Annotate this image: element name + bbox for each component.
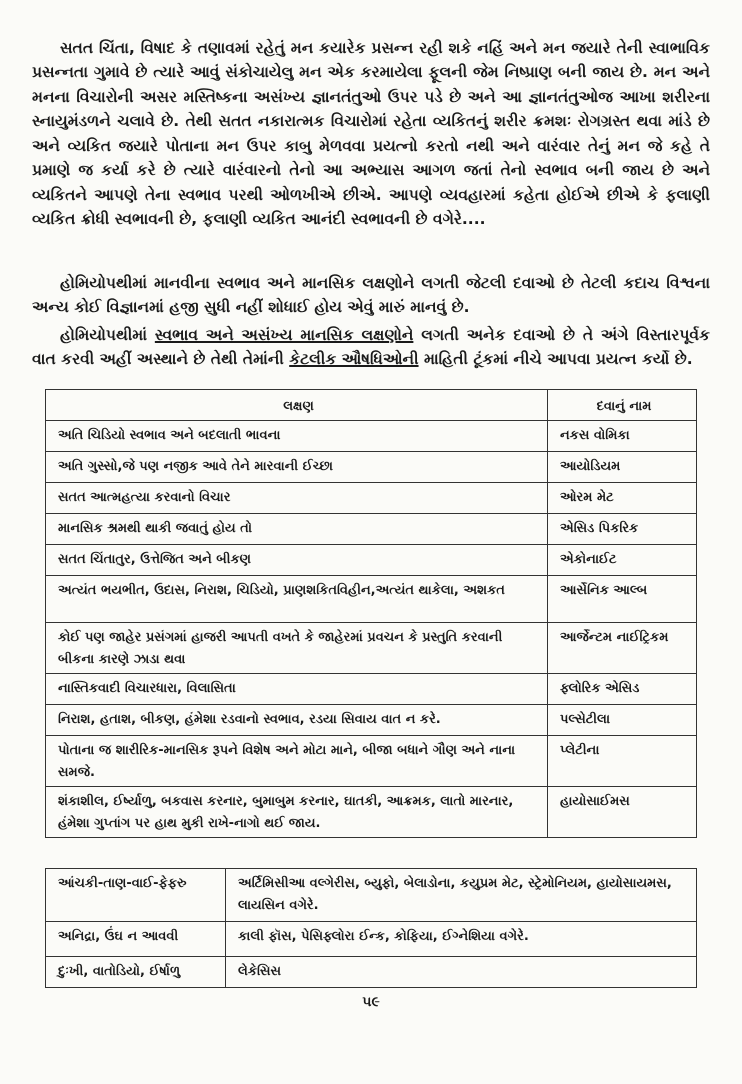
homeopathy-paragraph — [32, 271, 710, 320]
table-row — [46, 421, 697, 452]
remedies-intro-part-c: માહિતી ટૂંકમાં નીચે આપવા પ્રયત્ન કર્યો છે. — [418, 350, 693, 368]
medicine-cell: લેકેસિસ — [226, 957, 697, 988]
symptom-cell: અત્યંત ભયભીત, ઉદાસ, નિરાશ, ચિડિયો, પ્રાણશકિતવિહીન,અત્યંત થાકેલા, અશકત — [46, 576, 548, 623]
table-row — [46, 922, 697, 957]
table-row — [46, 674, 697, 705]
intro-paragraph-text: સતત ચિંતા, વિષાદ કે તણાવમાં રહેતું મન કયારેક પ્રસન્ન રહી શકે નહિં અને મન જયારે તેની સ્વાભાવિક પ્રસન્નતા ગુમાવે છે ત્યારે આવું સંકોચાયેલુ મન એક કરમાયેલા ફૂલની જેમ નિષ્પ્રાણ બની જાય છે. મન અને મનના વિચારોની અસર મસ્તિષ્કના અસંખ્ય જ્ઞાનતંતુઓ ઉપર પડે છે અને આ જ્ઞાનતંતુઓજ આખા શરીરના સ્નાયુમંડળને ચલાવે છે. તેથી સતત નકારાત્મક વિચારોમાં રહેતા વ્યકિતનું શરીર ક્રમશઃ રોગગ્રસ્ત થવા માંડે છે અને વ્યકિત જયારે પોતાના મન ઉપર કાબુ મેળવવા પ્રયત્નો કરતો નથી અને વારંવાર તેનું મન જે કહે તે પ્રમાણે જ કર્યા કરે છે ત્યારે વારંવારનો તેનો આ અભ્યાસ આગળ જતાં તેનો સ્વભાવ બની જાય છે અને વ્યકિતને આપણે તેના સ્વભાવ પરથી ઓળખીએ છીએ. આપણે વ્યવહારમાં કહેતા હોઈએ છીએ કે ફલાણી વ્યકિત ક્રોધી સ્વભાવની છે, ફલાણી વ્યકિત આનંદી સ્વભાવની છે વગેરે.... — [32, 38, 710, 228]
table-row — [46, 957, 697, 988]
table-row — [46, 869, 697, 922]
table-row — [46, 705, 697, 736]
medicine-cell: ફ્લોરિક એસિડ — [548, 674, 697, 705]
symptom-cell: કોઈ પણ જાહેર પ્રસંગમાં હાજરી આપતી વખતે કે જાહેરમાં પ્રવચન કે પ્રસ્તુતિ કરવાની બીકના કારણે ઝાડા થવા — [46, 623, 548, 674]
symptom-cell: અતિ ચિડિયો સ્વભાવ અને બદલાતી ભાવના — [46, 421, 548, 452]
header-medicine: દવાનું નામ — [548, 390, 697, 421]
medicine-cell: નકસ વોમિકા — [548, 421, 697, 452]
medicine-cell: હાયોસાઈમસ — [548, 787, 697, 838]
homeopathy-paragraph-text: હોમિયોપથીમાં માનવીના સ્વભાવ અને માનસિક લક્ષણોને લગતી જેટલી દવાઓ છે તેટલી કદાચ વિશ્વના અન્ય કોઈ વિજ્ઞાનમાં હજી સુધી નહીં શોધાઈ હોય એવું મારું માનવું છે. — [32, 273, 710, 316]
symptom-cell: આંચકી-તાણ-વાઈ-ફેફરુ — [46, 869, 226, 922]
symptom-cell: નિરાશ, હતાશ, બીકણ, હંમેશા રડવાનો સ્વભાવ, રડયા સિવાય વાત ન કરે. — [46, 705, 548, 736]
medicine-cell: આયોડિયમ — [548, 452, 697, 483]
symptom-cell: દુઃખી, વાતોડિયો, ઈર્ષાળુ — [46, 957, 226, 988]
medicine-cell: એસિડ પિકરિક — [548, 514, 697, 545]
remedies-intro-part-a: હોમિયોપથીમાં — [60, 325, 155, 344]
symptom-cell: નાસ્તિકવાદી વિચારધારા, વિલાસિતા — [46, 674, 548, 705]
symptom-cell: અતિ ગુસ્સો,જે પણ નજીક આવે તેને મારવાની ઈચ્છા — [46, 452, 548, 483]
symptom-cell: શંકાશીલ, ઈર્ષ્યાળુ, બકવાસ કરનાર, બુમાબુમ કરનાર, ઘાતકી, આક્રમક, લાતો મારનાર, હંમેશા ગુપ્તાંગ પર હાથ મુકી રાખે-નાગો થઈ જાય. — [46, 787, 548, 838]
medicine-cell: એકોનાઈટ — [548, 545, 697, 576]
symptom-cell: માનસિક શ્રમથી થાકી જવાતું હોય તો — [46, 514, 548, 545]
table-row — [46, 623, 697, 674]
medicine-cell: ઓરમ મેટ — [548, 483, 697, 514]
underlined-phrase-nature: સ્વભાવ અને અસંખ્ય માનસિક લક્ષણોને — [154, 325, 414, 344]
medicine-cell: પલ્સેટીલા — [548, 705, 697, 736]
medicine-cell: આર્જેન્ટમ નાઈટ્રિકમ — [548, 623, 697, 674]
underlined-phrase-medicines: કેટલીક ઔષધિઓની — [289, 350, 419, 368]
header-symptom: લક્ષણ — [46, 390, 548, 421]
table-row — [46, 736, 697, 787]
medicine-cell: કાલી ફૉસ, પેસિફ્લોરા ઈન્ક, કોફિયા, ઈગ્નેશિયા વગેરે. — [226, 922, 697, 957]
medicine-cell: પ્લેટીના — [548, 736, 697, 787]
remedies-table — [45, 389, 697, 838]
symptom-cell: સતત ચિંતાતુર, ઉત્તેજિત અને બીકણ — [46, 545, 548, 576]
table-row — [46, 452, 697, 483]
remedies-subtable — [45, 868, 697, 988]
intro-paragraph — [32, 36, 710, 232]
table-row — [46, 545, 697, 576]
table-row — [46, 514, 697, 545]
table-row — [46, 787, 697, 838]
symptom-cell: પોતાના જ શારીરિક-માનસિક રૂપને વિશેષ અને મોટા માને, બીજા બધાને ગૌણ અને નાના સમજે. — [46, 736, 548, 787]
table-header-row — [46, 390, 697, 421]
remedies-intro-part-b: લગતી અનેક દવાઓ છે તે અંગે વિસ્તારપૂર્વક વાત કરવી અહીં અસ્થાને છે તેથી તેમાંની — [32, 325, 710, 368]
symptom-cell: સતત આત્મહત્યા કરવાનો વિચાર — [46, 483, 548, 514]
table-row — [46, 483, 697, 514]
symptom-cell: અનિદ્રા, ઉંઘ ન આવવી — [46, 922, 226, 957]
medicine-cell: આર્સેનિક આલ્બ — [548, 576, 697, 623]
page-number: ૫૯ — [362, 994, 380, 1010]
remedies-intro-paragraph — [32, 323, 710, 372]
table-row — [46, 576, 697, 623]
medicine-cell: અર્ટિમિસીઆ વલ્ગેરીસ, બ્યુફો, બેલાડોના, કયુપ્રમ મેટ, સ્ટ્રેમોનિયમ, હાયોસાયમસ, લાયસિન વગેરે. — [226, 869, 697, 922]
